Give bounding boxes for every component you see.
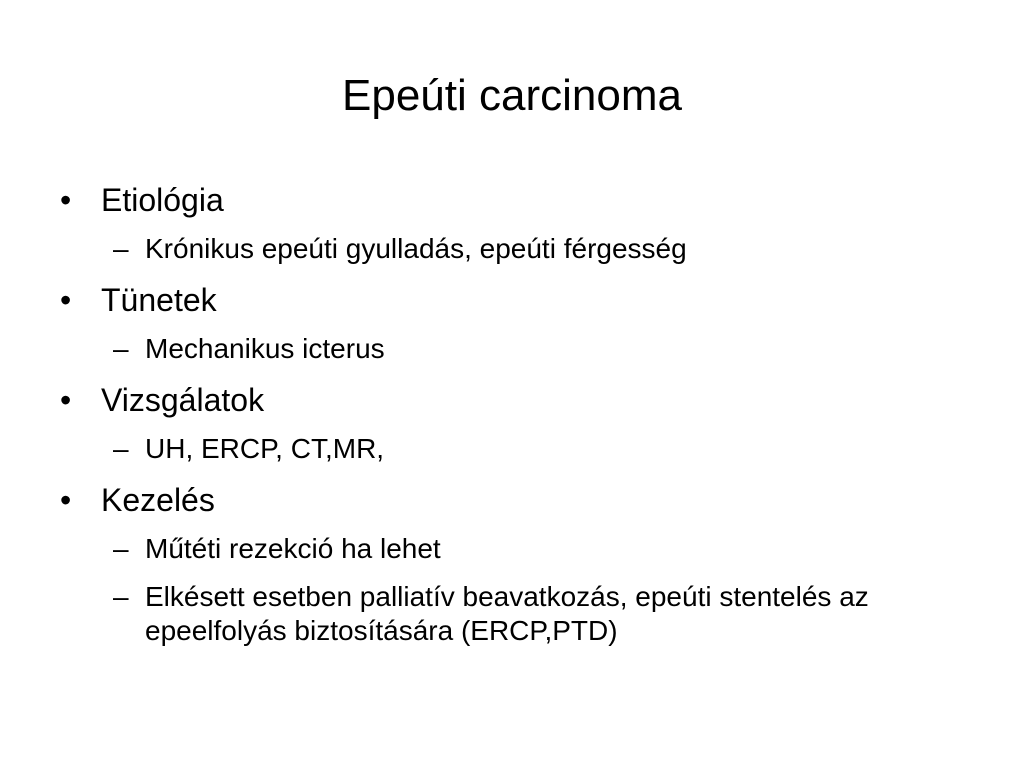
- bullet-heading: Kezelés: [101, 482, 215, 518]
- sub-item-text: Mechanikus icterus: [145, 333, 385, 364]
- sub-item: [113, 232, 960, 266]
- bullet-icon: •: [60, 282, 72, 318]
- bullet-item-etiology: [60, 180, 960, 220]
- bullet-item-symptoms: [60, 280, 960, 320]
- dash-icon: –: [113, 233, 129, 264]
- bullet-icon: •: [60, 482, 72, 518]
- sub-item-text: Krónikus epeúti gyulladás, epeúti férgesség: [145, 233, 687, 264]
- dash-icon: –: [113, 533, 129, 564]
- sub-item-text: Műtéti rezekció ha lehet: [145, 533, 441, 564]
- sub-item-text: Elkésett esetben palliatív beavatkozás, epeúti stentelés az epeelfolyás biztosítására (ERCP,PTD): [145, 581, 869, 646]
- bullet-icon: •: [60, 182, 72, 218]
- bullet-heading: Vizsgálatok: [101, 382, 265, 418]
- sub-item: [113, 580, 960, 648]
- dash-icon: –: [113, 433, 129, 464]
- slide-title: Epeúti carcinoma: [342, 71, 682, 120]
- bullet-heading: Etiológia: [101, 182, 224, 218]
- sub-item-text: UH, ERCP, CT,MR,: [145, 433, 385, 464]
- bullet-item-treatment: [60, 480, 960, 520]
- sub-item: [113, 332, 960, 366]
- dash-icon: –: [113, 581, 129, 612]
- sub-item: [113, 432, 960, 466]
- bullet-list: [60, 180, 960, 662]
- bullet-icon: •: [60, 382, 72, 418]
- bullet-item-examinations: [60, 380, 960, 420]
- bullet-heading: Tünetek: [101, 282, 217, 318]
- sub-item: [113, 532, 960, 566]
- dash-icon: –: [113, 333, 129, 364]
